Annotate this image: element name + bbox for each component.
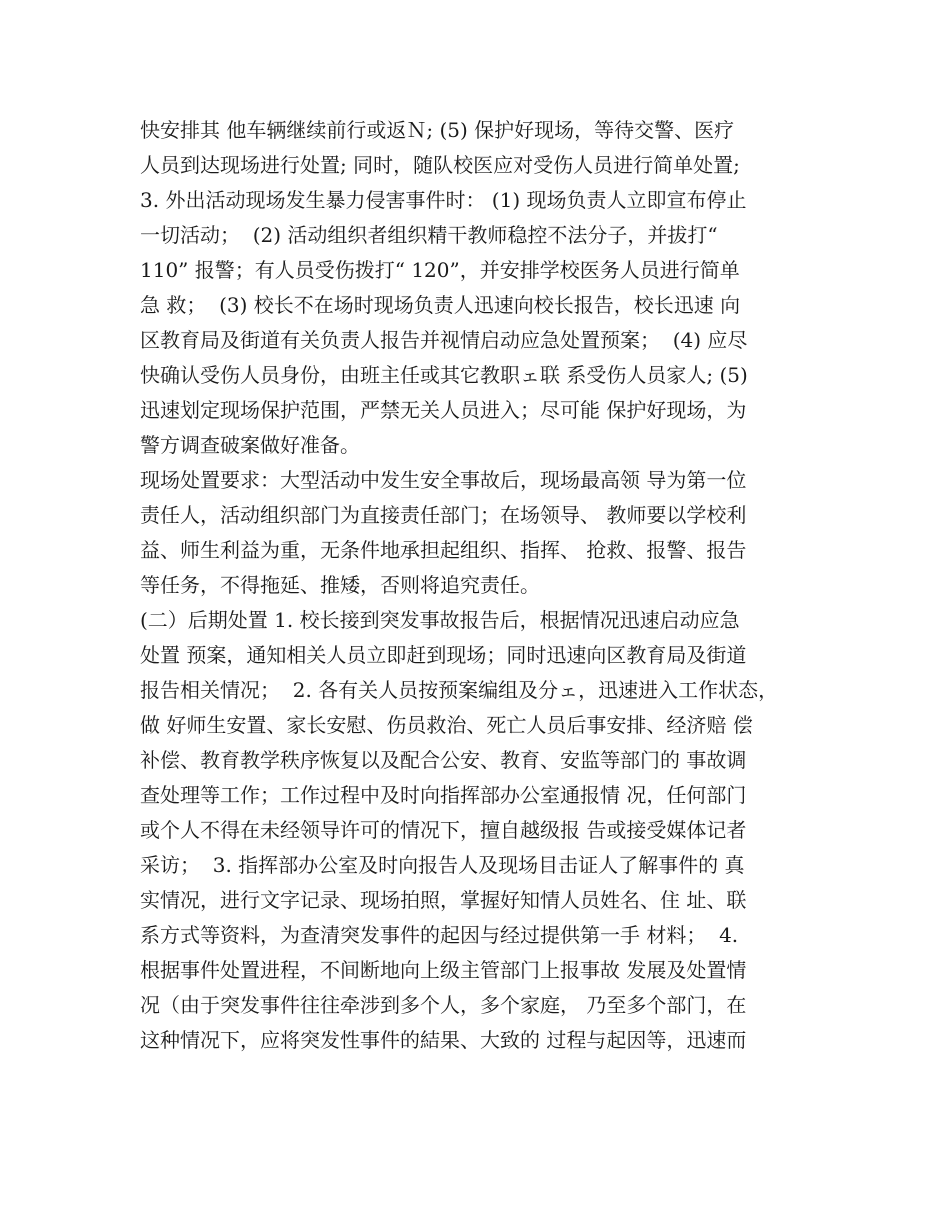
text-line: 处置 预案，通知相关人员立即赶到现场；同时迅速向区教育局及街道: [140, 643, 747, 667]
text-line: 等任务，不得拖延、推矮，否则将追究责任。: [140, 573, 540, 597]
text-line: 人员到达现场进行处置; 同时，随队校医应对受伤人员进行简单处置;: [140, 153, 740, 177]
text-line: 采访； 3. 指挥部办公室及时向报告人及现场目击证人了解事件的 真: [140, 853, 745, 877]
text-line: 系方式等资料，为查清突发事件的起因与经过提供第一手 材料； 4.: [140, 923, 739, 947]
text-line: 现场处置要求：大型活动中发生安全事故后，现场最高领 导为第一位: [140, 468, 747, 492]
text-line: 做 好师生安置、家长安慰、伤员救治、死亡人员后事安排、经济赔 偿: [140, 713, 753, 737]
text-line: 或个人不得在未经领导许可的情况下，擅自越级报 告或接受媒体记者: [140, 818, 747, 842]
text-line: 查处理等工作；工作过程中及时向指挥部办公室通报情 况，任何部门: [140, 783, 747, 807]
text-line: 责任人，活动组织部门为直接责任部门；在场领导、 教师要以学校利: [140, 503, 747, 527]
text-line: 110” 报警；有人员受伤拨打“ 120”，并安排学校医务人员进行简单: [140, 258, 740, 282]
text-line: 警方调查破案做好准备。: [140, 433, 360, 457]
text-line: 迅速划定现场保护范围，严禁无关人员进入；尽可能 保护好现场，为: [140, 398, 747, 422]
text-line: 根据事件处置进程，不间断地向上级主管部门上报事故 发展及处置情: [140, 958, 747, 982]
text-line: 报告相关情况； 2. 各有关人员按预案编组及分ェ，迅速进入工作状态，: [140, 678, 779, 702]
text-line: 实情况，进行文字记录、现场拍照，掌握好知情人员姓名、住 址、联: [140, 888, 747, 912]
text-line: 益、师生利益为重，无条件地承担起组织、指挥、 抢救、报警、报告: [140, 538, 747, 562]
text-line: 快安排其 他车辆继续前行或返Ｎ; (5) 保护好现场，等待交警、医疗: [140, 118, 735, 142]
text-line: 急 救； (3) 校长不在场时现场负责人迅速向校长报告，校长迅速 向: [140, 293, 741, 317]
text-line: 区教育局及街道有关负责人报告并视情启动应急处置预案； (4) 应尽: [140, 328, 748, 352]
text-line: 况（由于突发事件往往牵涉到多个人，多个家庭， 乃至多个部门，在: [140, 993, 747, 1017]
document-body-text: [140, 113, 820, 1058]
text-line: 一切活动； (2) 活动组织者组织精干教师稳控不法分子，并拔打“: [140, 223, 718, 247]
text-line: 补偿、教育教学秩序恢复以及配合公安、教育、安监等部门的 事故调: [140, 748, 747, 772]
text-line: 快确认受伤人员身份，由班主任或其它教职ェ联 系受伤人员家人; (5): [140, 363, 748, 387]
text-line: (二）后期处置 1. 校长接到突发事故报告后，根据情况迅速启动应急: [140, 608, 740, 632]
text-line: 3. 外出活动现场发生暴力侵害事件时： (1) 现场负责人立即宣布停止: [140, 188, 747, 212]
text-line: 这种情况下，应将突发性事件的結果、大致的 过程与起因等，迅速而: [140, 1028, 747, 1052]
